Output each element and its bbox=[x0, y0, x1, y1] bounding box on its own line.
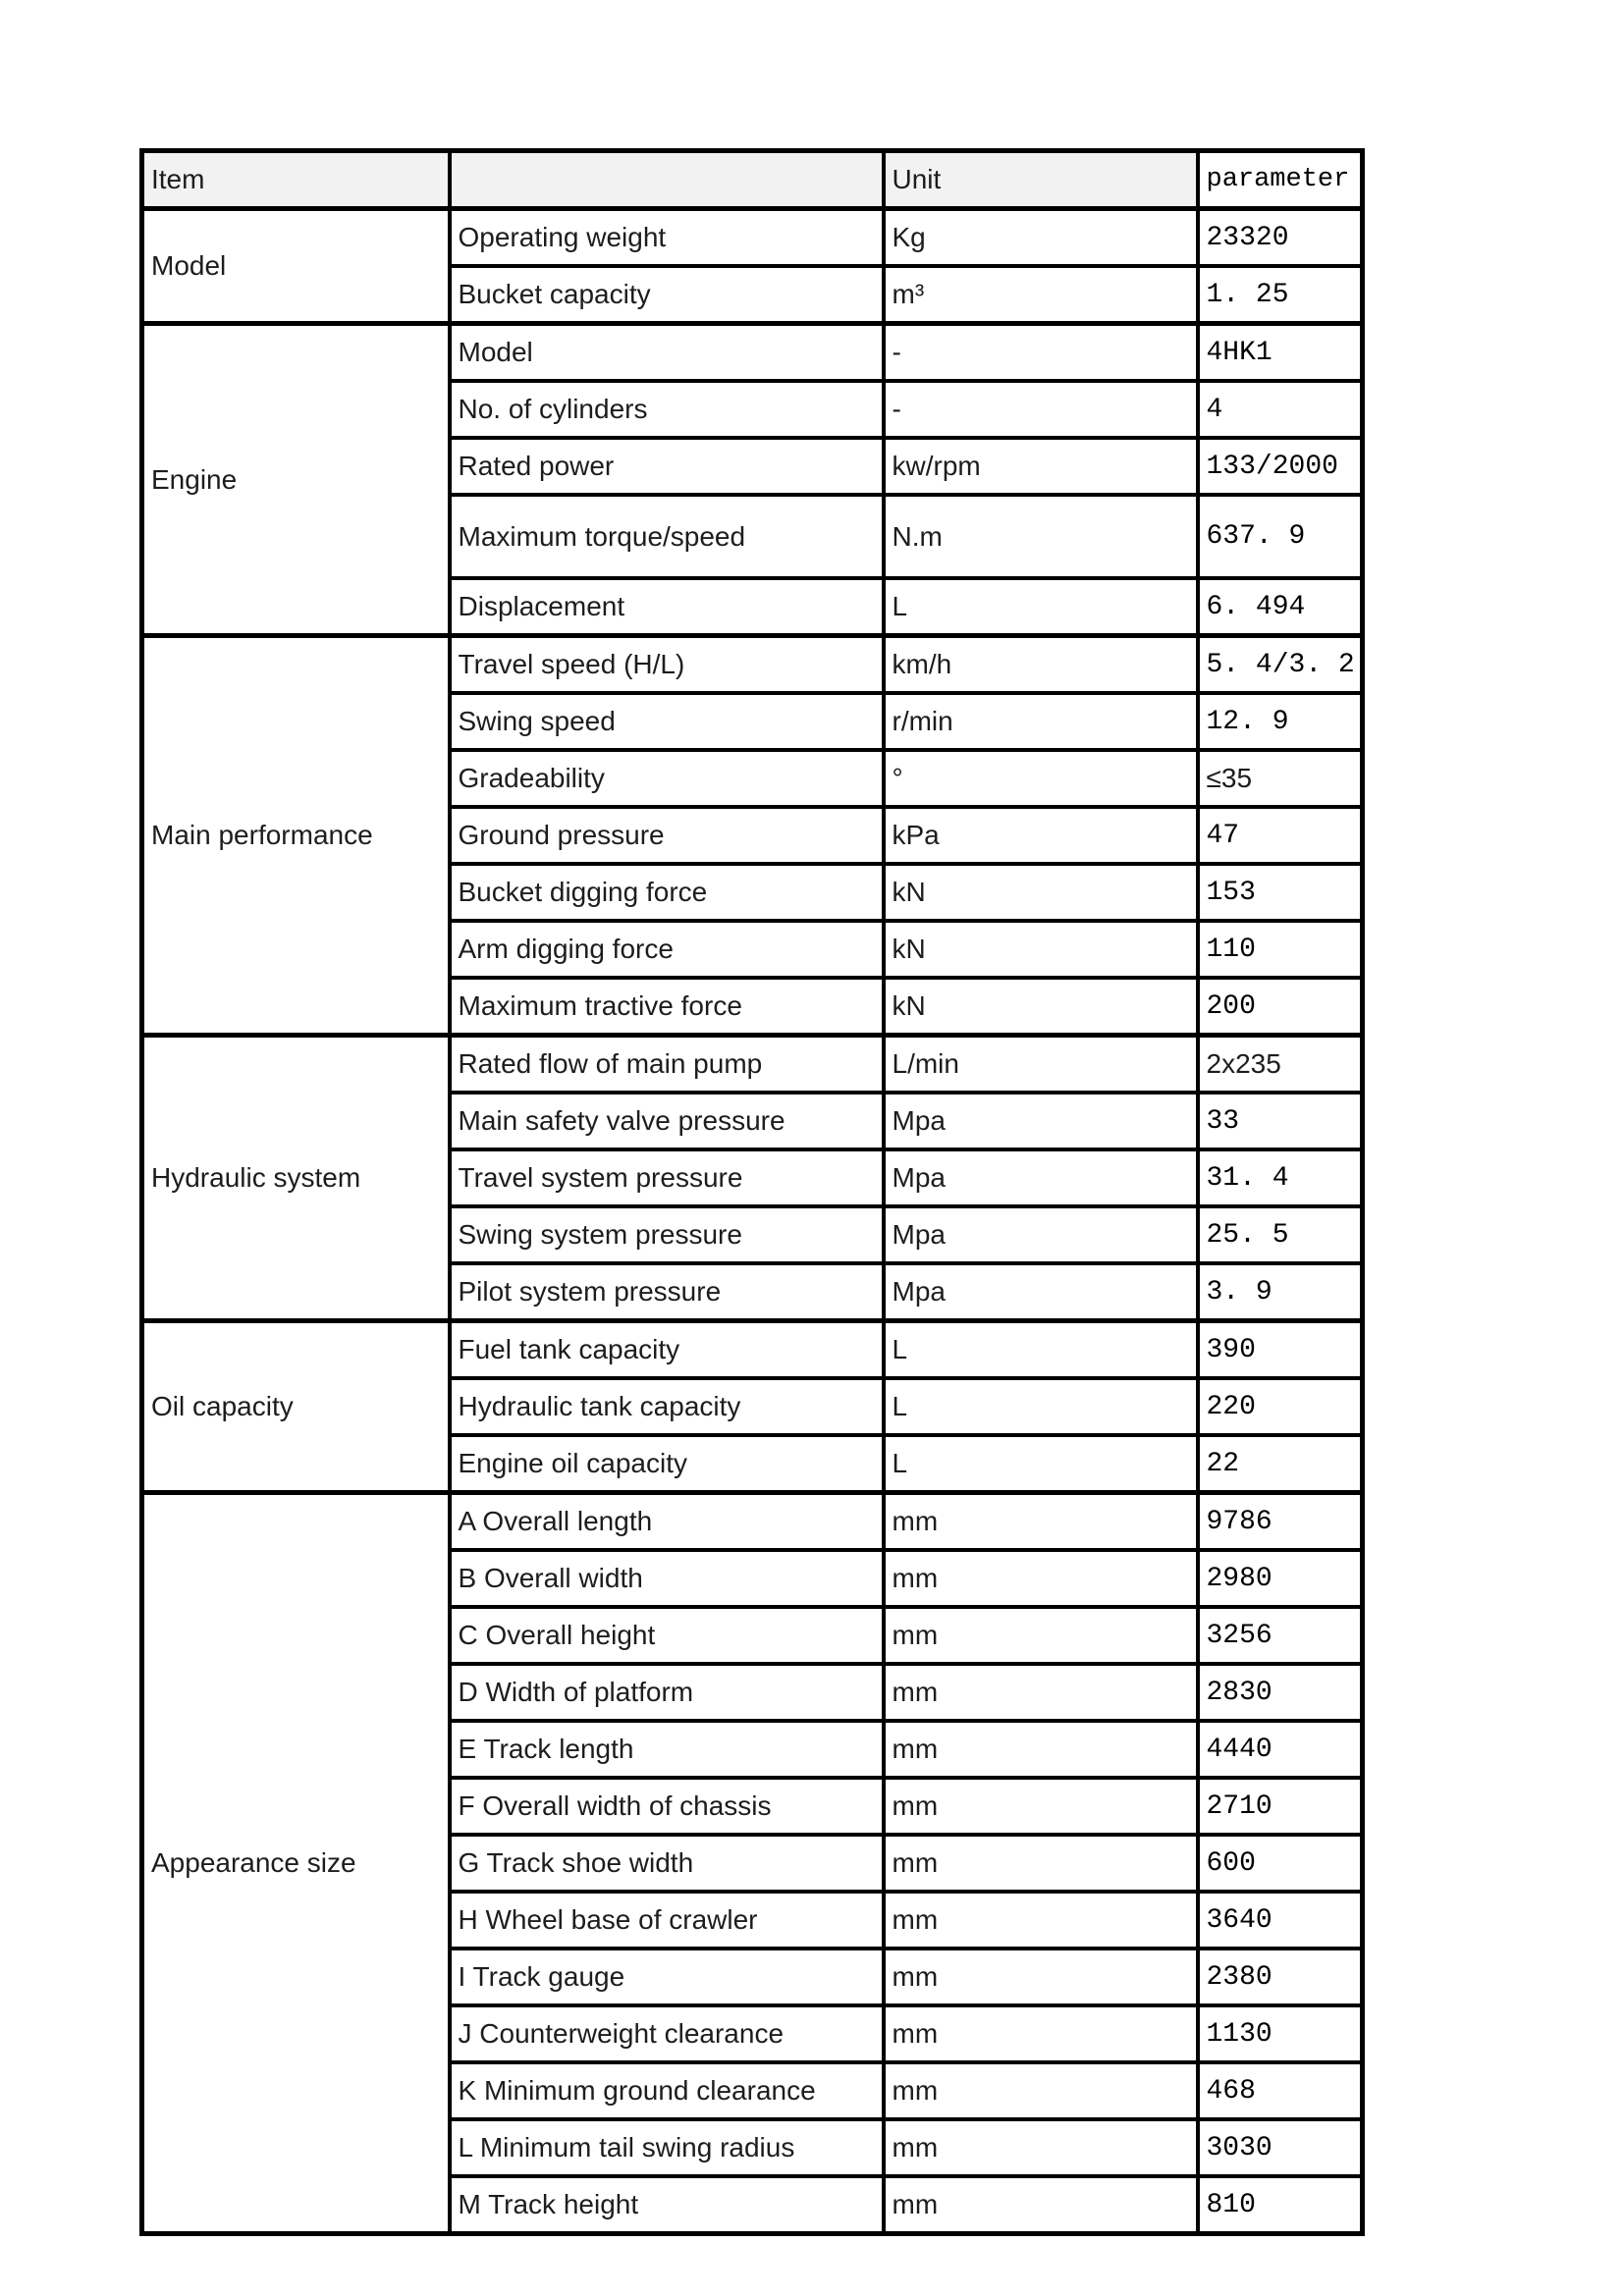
spec-label-cell: Travel system pressure bbox=[450, 1149, 884, 1206]
section-label-cell: Appearance size bbox=[142, 1493, 450, 2234]
value-cell: 3030 bbox=[1198, 2119, 1363, 2176]
value-cell: 6. 494 bbox=[1198, 578, 1363, 636]
value-cell: 1130 bbox=[1198, 2005, 1363, 2062]
spec-label-cell: Maximum torque/speed bbox=[450, 495, 884, 578]
section-label-cell: Main performance bbox=[142, 636, 450, 1036]
spec-label-cell: Gradeability bbox=[450, 750, 884, 807]
spec-label-cell: Fuel tank capacity bbox=[450, 1321, 884, 1379]
header-parameter: parameter bbox=[1198, 151, 1363, 209]
unit-cell: mm bbox=[884, 1664, 1198, 1721]
unit-cell: L bbox=[884, 1435, 1198, 1493]
section-label-cell: Model bbox=[142, 209, 450, 324]
unit-cell: mm bbox=[884, 1550, 1198, 1607]
spec-label-cell: H Wheel base of crawler bbox=[450, 1892, 884, 1949]
unit-cell: kPa bbox=[884, 807, 1198, 864]
unit-cell: kN bbox=[884, 978, 1198, 1036]
unit-cell: Mpa bbox=[884, 1093, 1198, 1149]
spec-label-cell: L Minimum tail swing radius bbox=[450, 2119, 884, 2176]
unit-cell: m³ bbox=[884, 266, 1198, 324]
unit-cell: N.m bbox=[884, 495, 1198, 578]
spec-label-cell: M Track height bbox=[450, 2176, 884, 2234]
spec-label-cell: K Minimum ground clearance bbox=[450, 2062, 884, 2119]
unit-cell: L/min bbox=[884, 1036, 1198, 1094]
table-row bbox=[142, 324, 1363, 382]
section-label-cell: Engine bbox=[142, 324, 450, 636]
spec-label-cell: Swing speed bbox=[450, 693, 884, 750]
unit-cell: L bbox=[884, 1378, 1198, 1435]
header-item: Item bbox=[142, 151, 450, 209]
unit-cell: Mpa bbox=[884, 1149, 1198, 1206]
value-cell: 5. 4/3. 2 bbox=[1198, 636, 1363, 694]
value-cell: 600 bbox=[1198, 1835, 1363, 1892]
spec-label-cell: Model bbox=[450, 324, 884, 382]
value-cell: ≤35 bbox=[1198, 750, 1363, 807]
spec-label-cell: Swing system pressure bbox=[450, 1206, 884, 1263]
value-cell: 4 bbox=[1198, 381, 1363, 438]
unit-cell: Mpa bbox=[884, 1263, 1198, 1321]
unit-cell: r/min bbox=[884, 693, 1198, 750]
value-cell: 133/2000 bbox=[1198, 438, 1363, 495]
spec-label-cell: Ground pressure bbox=[450, 807, 884, 864]
unit-cell: mm bbox=[884, 2176, 1198, 2234]
spec-label-cell: Rated power bbox=[450, 438, 884, 495]
spec-table bbox=[139, 148, 1365, 2236]
header-unit: Unit bbox=[884, 151, 1198, 209]
value-cell: 2710 bbox=[1198, 1778, 1363, 1835]
section-label-cell: Hydraulic system bbox=[142, 1036, 450, 1321]
unit-cell: mm bbox=[884, 2062, 1198, 2119]
spec-label-cell: Travel speed (H/L) bbox=[450, 636, 884, 694]
table-row bbox=[142, 209, 1363, 267]
table-row bbox=[142, 636, 1363, 694]
value-cell: 3640 bbox=[1198, 1892, 1363, 1949]
unit-cell: - bbox=[884, 324, 1198, 382]
value-cell: 3. 9 bbox=[1198, 1263, 1363, 1321]
value-cell: 220 bbox=[1198, 1378, 1363, 1435]
value-cell: 2830 bbox=[1198, 1664, 1363, 1721]
value-cell: 810 bbox=[1198, 2176, 1363, 2234]
unit-cell: - bbox=[884, 381, 1198, 438]
spec-label-cell: Pilot system pressure bbox=[450, 1263, 884, 1321]
table-row bbox=[142, 1036, 1363, 1094]
unit-cell: mm bbox=[884, 1721, 1198, 1778]
unit-cell: mm bbox=[884, 1607, 1198, 1664]
unit-cell: kw/rpm bbox=[884, 438, 1198, 495]
spec-label-cell: E Track length bbox=[450, 1721, 884, 1778]
spec-label-cell: Bucket capacity bbox=[450, 266, 884, 324]
spec-label-cell: Main safety valve pressure bbox=[450, 1093, 884, 1149]
unit-cell: kN bbox=[884, 864, 1198, 921]
unit-cell: ° bbox=[884, 750, 1198, 807]
spec-label-cell: Maximum tractive force bbox=[450, 978, 884, 1036]
value-cell: 12. 9 bbox=[1198, 693, 1363, 750]
spec-label-cell: Rated flow of main pump bbox=[450, 1036, 884, 1094]
value-cell: 153 bbox=[1198, 864, 1363, 921]
value-cell: 33 bbox=[1198, 1093, 1363, 1149]
spec-label-cell: Displacement bbox=[450, 578, 884, 636]
unit-cell: L bbox=[884, 578, 1198, 636]
table-row bbox=[142, 1493, 1363, 1551]
value-cell: 22 bbox=[1198, 1435, 1363, 1493]
spec-label-cell: J Counterweight clearance bbox=[450, 2005, 884, 2062]
unit-cell: mm bbox=[884, 1778, 1198, 1835]
value-cell: 3256 bbox=[1198, 1607, 1363, 1664]
unit-cell: L bbox=[884, 1321, 1198, 1379]
unit-cell: mm bbox=[884, 1949, 1198, 2005]
unit-cell: mm bbox=[884, 1892, 1198, 1949]
value-cell: 4440 bbox=[1198, 1721, 1363, 1778]
unit-cell: Kg bbox=[884, 209, 1198, 267]
value-cell: 390 bbox=[1198, 1321, 1363, 1379]
value-cell: 31. 4 bbox=[1198, 1149, 1363, 1206]
value-cell: 9786 bbox=[1198, 1493, 1363, 1551]
table-row bbox=[142, 1321, 1363, 1379]
unit-cell: Mpa bbox=[884, 1206, 1198, 1263]
value-cell: 4HK1 bbox=[1198, 324, 1363, 382]
value-cell: 2980 bbox=[1198, 1550, 1363, 1607]
header-blank bbox=[450, 151, 884, 209]
unit-cell: mm bbox=[884, 1493, 1198, 1551]
value-cell: 1. 25 bbox=[1198, 266, 1363, 324]
spec-label-cell: F Overall width of chassis bbox=[450, 1778, 884, 1835]
value-cell: 23320 bbox=[1198, 209, 1363, 267]
unit-cell: mm bbox=[884, 2005, 1198, 2062]
spec-label-cell: G Track shoe width bbox=[450, 1835, 884, 1892]
spec-label-cell: Hydraulic tank capacity bbox=[450, 1378, 884, 1435]
value-cell: 200 bbox=[1198, 978, 1363, 1036]
spec-label-cell: Bucket digging force bbox=[450, 864, 884, 921]
spec-label-cell: Engine oil capacity bbox=[450, 1435, 884, 1493]
spec-label-cell: Operating weight bbox=[450, 209, 884, 267]
spec-label-cell: D Width of platform bbox=[450, 1664, 884, 1721]
spec-label-cell: I Track gauge bbox=[450, 1949, 884, 2005]
section-label-cell: Oil capacity bbox=[142, 1321, 450, 1493]
header-row bbox=[142, 151, 1363, 209]
spec-label-cell: B Overall width bbox=[450, 1550, 884, 1607]
value-cell: 2x235 bbox=[1198, 1036, 1363, 1094]
value-cell: 25. 5 bbox=[1198, 1206, 1363, 1263]
value-cell: 110 bbox=[1198, 921, 1363, 978]
spec-label-cell: Arm digging force bbox=[450, 921, 884, 978]
value-cell: 468 bbox=[1198, 2062, 1363, 2119]
spec-label-cell: C Overall height bbox=[450, 1607, 884, 1664]
value-cell: 2380 bbox=[1198, 1949, 1363, 2005]
value-cell: 47 bbox=[1198, 807, 1363, 864]
spec-label-cell: No. of cylinders bbox=[450, 381, 884, 438]
unit-cell: mm bbox=[884, 1835, 1198, 1892]
unit-cell: kN bbox=[884, 921, 1198, 978]
unit-cell: km/h bbox=[884, 636, 1198, 694]
spec-label-cell: A Overall length bbox=[450, 1493, 884, 1551]
value-cell: 637. 9 bbox=[1198, 495, 1363, 578]
unit-cell: mm bbox=[884, 2119, 1198, 2176]
